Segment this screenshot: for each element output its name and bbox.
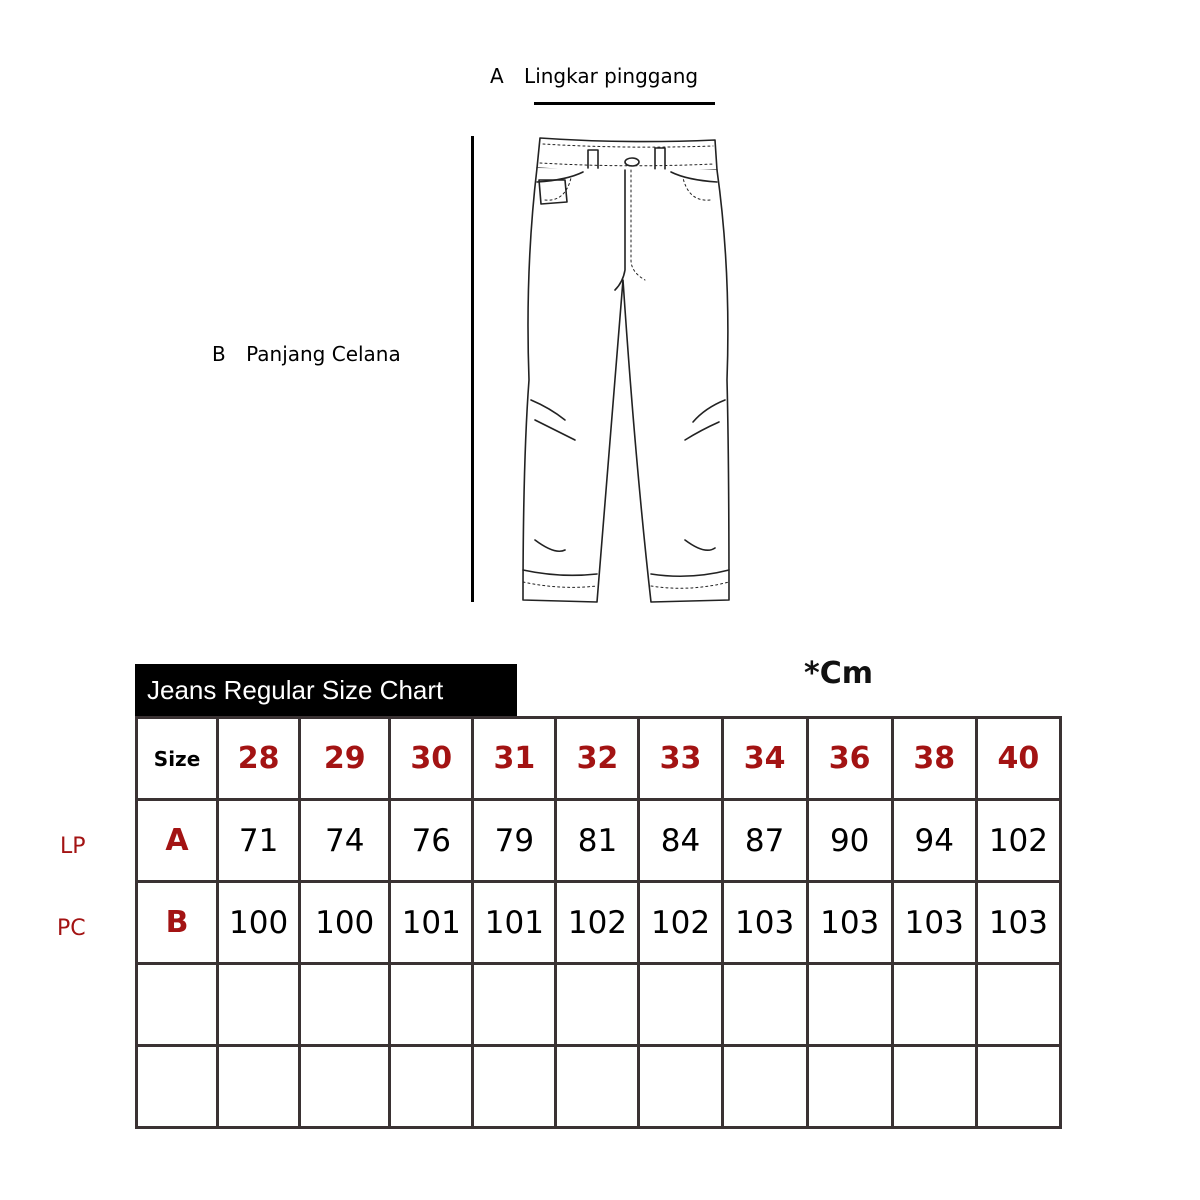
value-cell: 103 [976,882,1060,964]
size-column-header: 34 [722,718,807,800]
value-cell: 84 [639,800,722,882]
chart-title: Jeans Regular Size Chart [135,664,517,716]
value-cell: 102 [639,882,722,964]
value-cell: 100 [300,882,390,964]
empty-cell [722,964,807,1046]
empty-cell [892,1046,976,1128]
size-column-header: 29 [300,718,390,800]
length-measure-letter: B [212,342,226,366]
row-label-pc: PC [57,916,86,941]
row-label-lp: LP [60,834,86,859]
value-cell: 79 [473,800,556,882]
value-cell: 101 [390,882,473,964]
jeans-illustration [505,130,755,610]
length-measure-line [471,136,474,602]
value-cell: 103 [722,882,807,964]
size-column-header: 31 [473,718,556,800]
empty-cell [976,964,1060,1046]
row-key-cell: A [137,800,218,882]
value-cell: 102 [556,882,639,964]
value-cell: 101 [473,882,556,964]
size-column-header: 32 [556,718,639,800]
size-header-cell: Size [137,718,218,800]
empty-cell [556,1046,639,1128]
size-column-header: 40 [976,718,1060,800]
empty-cell [556,964,639,1046]
waist-measure-text: Lingkar pinggang [524,64,699,88]
empty-cell [300,1046,390,1128]
empty-cell [218,1046,300,1128]
empty-table-row [137,964,1061,1046]
table-row [137,882,1061,964]
value-cell: 71 [218,800,300,882]
empty-cell [976,1046,1060,1128]
empty-cell [390,964,473,1046]
length-measure-text: Panjang Celana [246,342,401,366]
empty-cell [722,1046,807,1128]
empty-cell [473,964,556,1046]
value-cell: 81 [556,800,639,882]
empty-cell [218,964,300,1046]
value-cell: 102 [976,800,1060,882]
empty-cell [137,964,218,1046]
table-row [137,800,1061,882]
value-cell: 74 [300,800,390,882]
empty-table-row [137,1046,1061,1128]
empty-cell [390,1046,473,1128]
value-cell: 103 [807,882,892,964]
size-chart-table [135,716,1062,1129]
empty-cell [807,1046,892,1128]
empty-cell [473,1046,556,1128]
waist-measure-line [534,102,715,105]
size-column-header: 38 [892,718,976,800]
size-column-header: 33 [639,718,722,800]
row-key-cell: B [137,882,218,964]
waist-measure-label [490,64,698,88]
empty-cell [892,964,976,1046]
size-column-header: 28 [218,718,300,800]
value-cell: 76 [390,800,473,882]
size-column-header: 30 [390,718,473,800]
length-measure-label [212,342,401,366]
value-cell: 100 [218,882,300,964]
value-cell: 103 [892,882,976,964]
value-cell: 94 [892,800,976,882]
empty-cell [300,964,390,1046]
unit-note: *Cm [804,656,873,691]
value-cell: 90 [807,800,892,882]
size-column-header: 36 [807,718,892,800]
table-header-row [137,718,1061,800]
empty-cell [807,964,892,1046]
empty-cell [137,1046,218,1128]
waist-measure-letter: A [490,64,504,88]
value-cell: 87 [722,800,807,882]
empty-cell [639,1046,722,1128]
empty-cell [639,964,722,1046]
